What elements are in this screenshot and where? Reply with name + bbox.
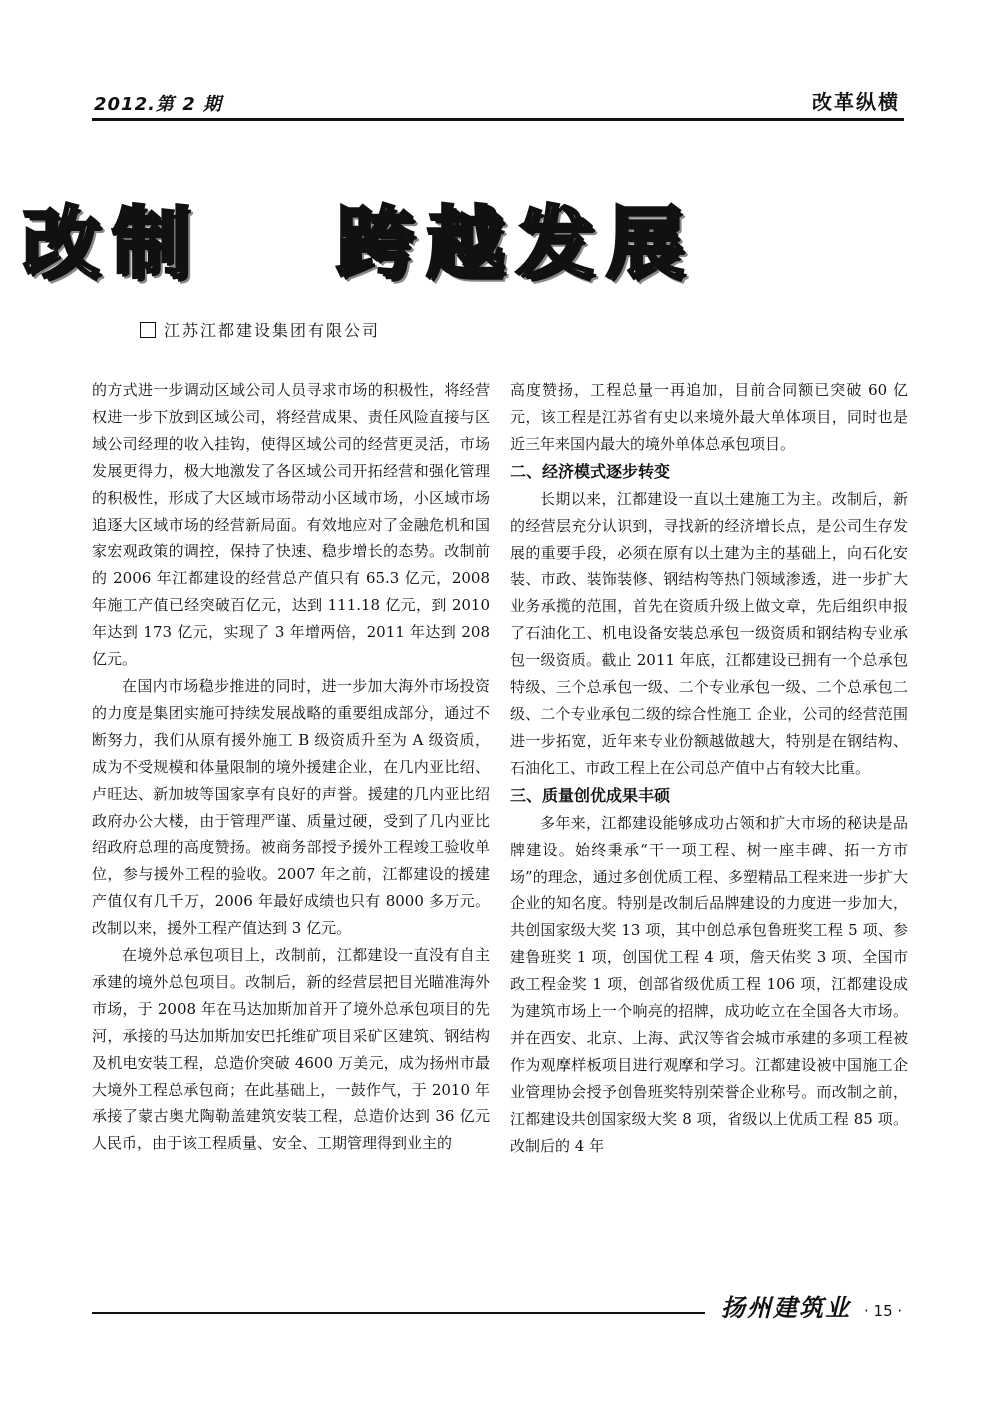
- article-title-left: 改制: [22, 199, 203, 289]
- page-header: [92, 82, 904, 121]
- left-column: [92, 377, 490, 1157]
- paragraph: 高度赞扬，工程总量一再追加，目前合同额已突破 60 亿元，该工程是江苏省有史以来境外最大单体项目，同时也是近三年来国内最大的境外单体总承包项目。: [510, 381, 908, 453]
- section-label: 改革纵横: [812, 90, 900, 114]
- article-title-right: 跨越发展: [336, 199, 697, 289]
- magazine-logo: 扬州建筑业: [705, 1291, 867, 1325]
- page-number: · 15 ·: [858, 1301, 908, 1321]
- author-line: [140, 318, 380, 341]
- paragraph: 的方式进一步调动区域公司人员寻求市场的积极性，将经营权进一步下放到区域公司，将经营成果、责任风险直接与区域公司经理的收入挂钩，使得区域公司的经营更灵活，市场发展更得力，极大地激发了各区域公司开拓经营和强化管理的积极性，形成了大区域市场带动小区域市场，小区域市场追逐大区域市场的经营新局面。有效地应对了金融危机和国家宏观政策的调控，保持了快速、稳步增长的态势。改制前的 2006 年江都建设的经营总产值只有 65.3 亿元，2008 年施工产值已经突破百亿元，达到 111.18 亿元，到 2010 年达到 173 亿元，实现了 3 年增两倍，2011 年达到 208 亿元。: [92, 381, 490, 669]
- square-bullet-icon: [140, 322, 156, 338]
- paragraph: 在国内市场稳步推进的同时，进一步加大海外市场投资的力度是集团实施可持续发展战略的重要组成部分，通过不断努力，我们从原有援外施工 B 级资质升至为 A 级资质，成为不受规模和体量限制的境外援建企业，在几内亚比绍、卢旺达、新加坡等国家享有良好的声誉。援建的几内亚比绍政府办公大楼，由于管理严谨、质量过硬，受到了几内亚比绍政府总理的高度赞扬。被商务部授予援外工程竣工验收单位，参与援外工程的验收。2007 年之前，江都建设的援建产值仅有几千万，2006 年最好成绩也只有 8000 多万元。改制以来，援外工程产值达到 3 亿元。: [92, 676, 490, 938]
- section-heading: 三、质量创优成果丰硕: [510, 785, 671, 805]
- issue-label: 2012.第 2 期: [94, 94, 222, 115]
- paragraph: 长期以来，江都建设一直以土建施工为主。改制后，新的经营层充分认识到，寻找新的经济增长点，是公司生存发展的重要手段，必须在原有以土建为主的基础上，向石化安装、市政、装饰装修、钢结构等热门领域渗透，进一步扩大业务承揽的范围，首先在资质升级上做文章，先后组织申报了石油化工、机电设备安装总承包一级资质和钢结构专业承包一级资质。截止 2011 年底，江都建设已拥有一个总承包特级、三个总承包一级、二个专业承包一级、二个总承包二级、二个专业承包二级的综合性施工 企业，公司的经营范围进一步拓宽，近年来专业份额越做越大，特别是在钢结构、石油化工、市政工程上在公司总产值中占有较大比重。: [510, 489, 908, 777]
- paragraph: 多年来，江都建设能够成功占领和扩大市场的秘诀是品牌建设。始终秉承“干一项工程、树一座丰碑、拓一方市场”的理念，通过多创优质工程、多塑精品工程来进一步扩大企业的知名度。特别是改制后品牌建设的力度进一步加大，共创国家级大奖 13 项，其中创总承包鲁班奖工程 5 项、参建鲁班奖 1 项，创国优工程 4 项，詹天佑奖 3 项、全国市政工程金奖 1 项，创部省级优质工程 106 项，江都建设成为建筑市场上一个响亮的招牌，成功屹立在全国各大市场。并在西安、北京、上海、武汉等省会城市承建的多项工程被作为观摩样板项目进行观摩和学习。江都建设被中国施工企业管理协会授予创鲁班奖特别荣誉企业称号。而改制之前，江都建设共创国家级大奖 8 项，省级以上优质工程 85 项。改制后的 4 年: [510, 813, 908, 1155]
- author-name: 江苏江都建设集团有限公司: [164, 321, 381, 340]
- section-heading: 二、经济模式逐步转变: [510, 461, 671, 481]
- paragraph: 在境外总承包项目上，改制前，江都建设一直没有自主承建的境外总包项目。改制后，新的经营层把目光瞄准海外市场，于 2008 年在马达加斯加首开了境外总承包项目的先河，承接的马达加斯加安巴托维矿项目采矿区建筑、钢结构及机电安装工程，总造价突破 4600 万美元，成为扬州市最大境外工程总承包商；在此基础上，一鼓作气，于 2010 年承接了蒙古奥尤陶勒盖建筑安装工程，总造价达到 36 亿元人民币，由于该工程质量、安全、工期管理得到业主的: [92, 946, 490, 1153]
- right-column: [510, 377, 908, 1159]
